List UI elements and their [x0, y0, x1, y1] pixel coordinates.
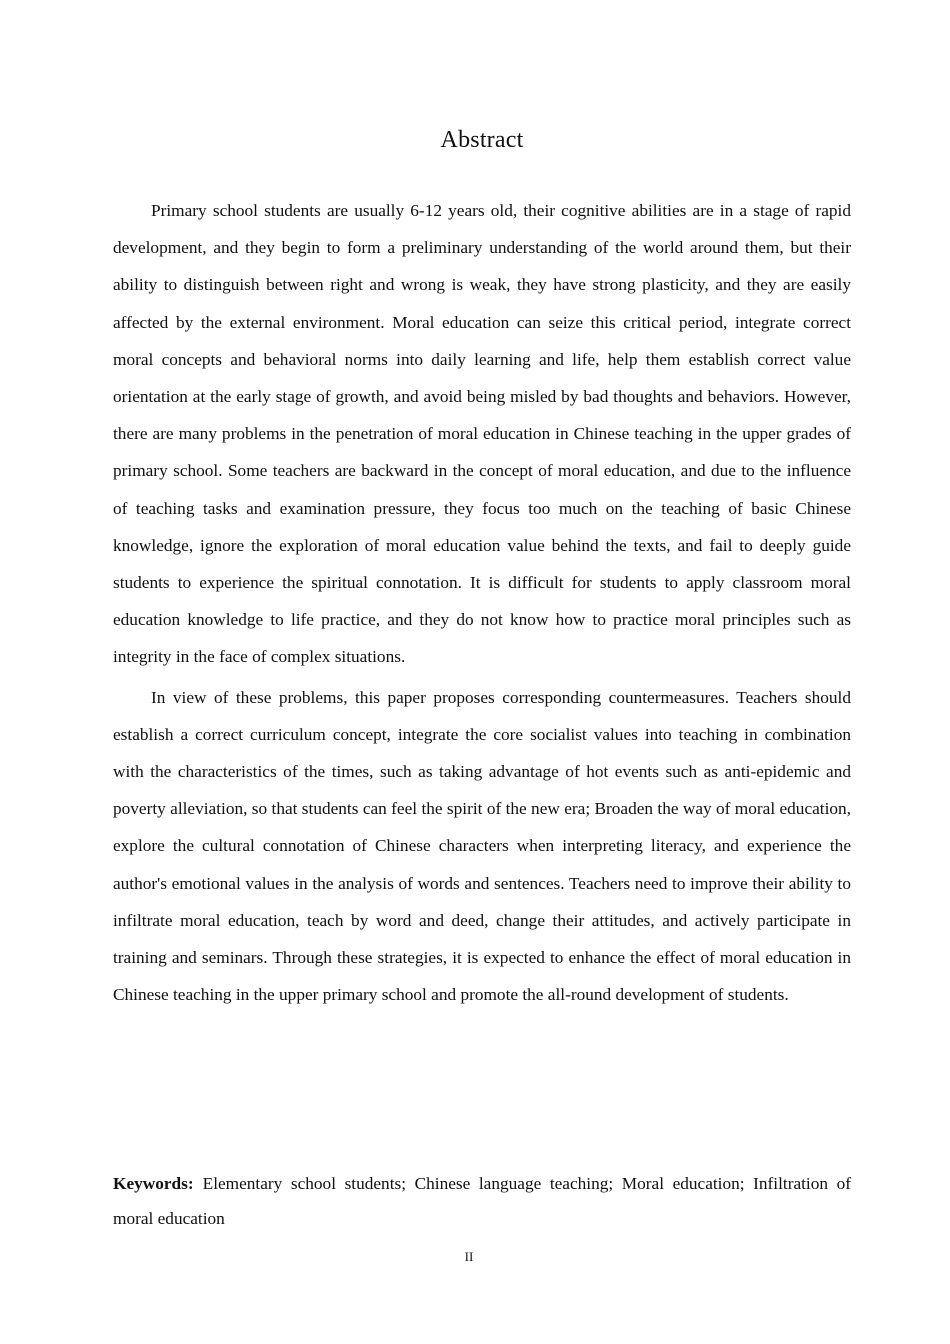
abstract-paragraph-1: Primary school students are usually 6-12 years old, their cognitive abilities are in a stage of rapid development, and they begin to form a preliminary understanding of the world around them, but their ability to distinguish between right and wrong is weak, they have strong plasticity, and they are easily affected by the external environment. Moral education can seize this critical period, integrate correct moral concepts and behavioral norms into daily learning and life, help them establish correct value orientation at the early stage of growth, and avoid being misled by bad thoughts and behaviors. However, there are many problems in the penetration of moral education in Chinese teaching in the upper grades of primary school. Some teachers are backward in the concept of moral education, and due to the influence of teaching tasks and examination pressure, they focus too much on the teaching of basic Chinese knowledge, ignore the exploration of moral education value behind the texts, and fail to deeply guide students to experience the spiritual connotation. It is difficult for students to apply classroom moral education knowledge to life practice, and they do not know how to practice moral principles such as integrity in the face of complex situations.: [113, 201, 851, 667]
abstract-paragraph-2: In view of these problems, this paper proposes corresponding countermeasures. Teachers should establish a correct curriculum concept, integrate the core socialist values into teaching in combination with the characteristics of the times, such as taking advantage of hot events such as anti-epidemic and poverty alleviation, so that students can feel the spirit of the new era; Broaden the way of moral education, explore the cultural connotation of Chinese characters when interpreting literacy, and experience the author's emotional values in the analysis of words and sentences. Teachers need to improve their ability to infiltrate moral education, teach by word and deed, change their attitudes, and actively participate in training and seminars. Through these strategies, it is expected to enhance the effect of moral education in Chinese teaching in the upper primary school and promote the all-round development of students.: [113, 687, 851, 1005]
abstract-title: Abstract: [440, 127, 524, 153]
keywords-text: Elementary school students; Chinese language teaching; Moral education; Infiltration of moral education: [113, 1174, 851, 1228]
keywords-label: Keywords:: [113, 1174, 194, 1193]
keywords-line: [113, 1166, 851, 1236]
abstract-body: [113, 192, 851, 1013]
page-number: II: [464, 1249, 474, 1264]
